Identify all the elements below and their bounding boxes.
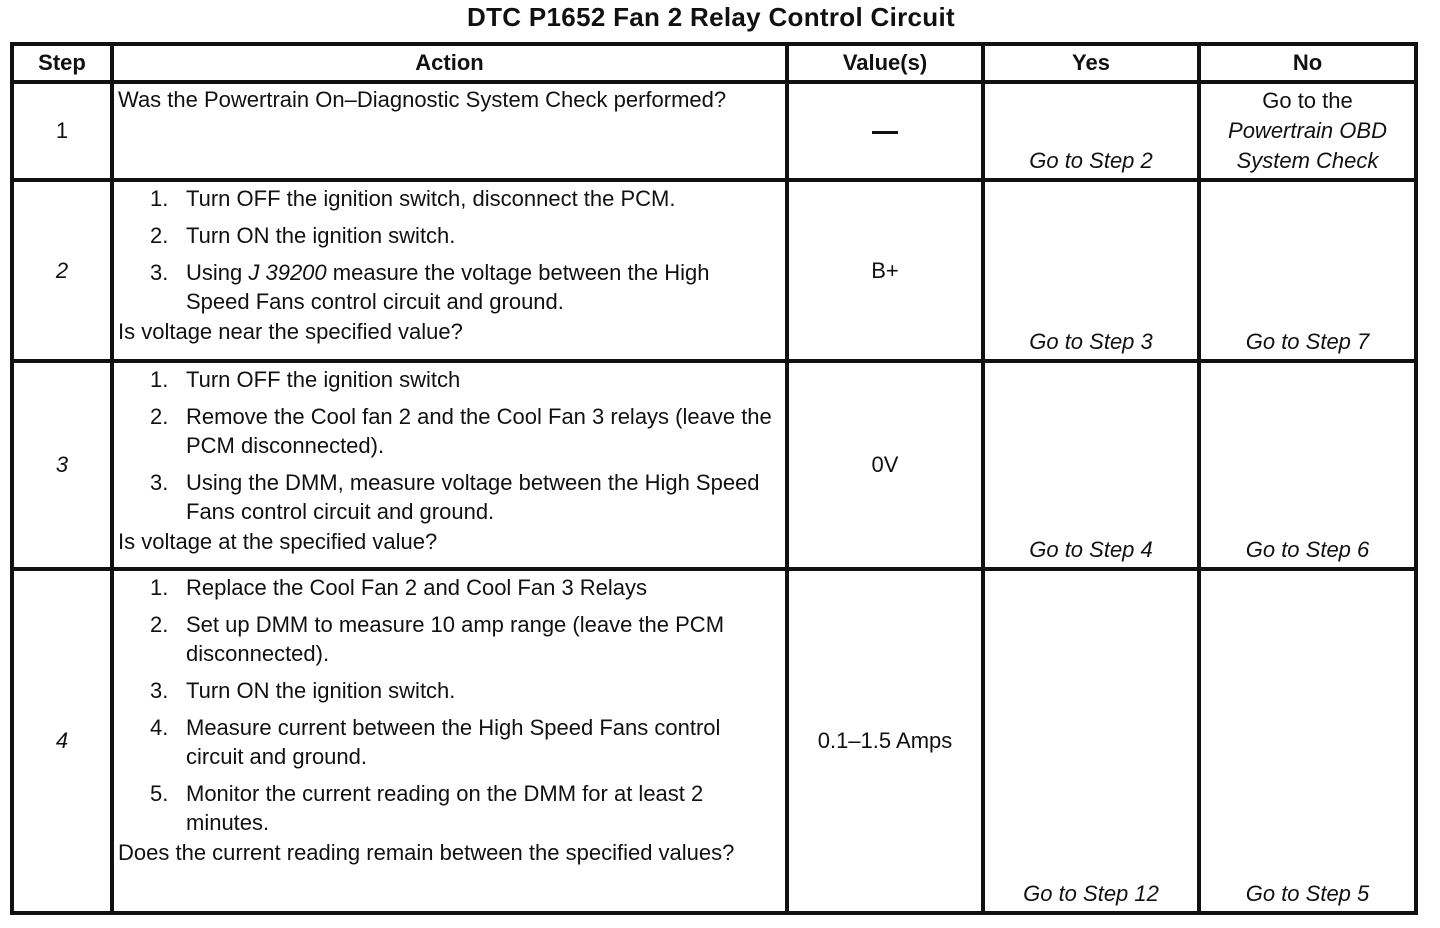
action-step: 2. Set up DMM to measure 10 amp range (leave the PCM disconnected). (150, 612, 725, 666)
document-title: DTC P1652 Fan 2 Relay Control Circuit (467, 2, 955, 32)
header-row (12, 44, 1416, 82)
action-step: 1. Turn OFF the ignition switch, disconnect the PCM. (150, 186, 676, 211)
action-steps (118, 184, 779, 316)
step-number: 4 (55, 728, 69, 753)
no-action: Go to Step 6 (1245, 537, 1370, 562)
value-cell (787, 361, 983, 569)
action-cell (112, 180, 787, 361)
no-action: Go to Step 5 (1245, 881, 1370, 906)
specified-value: B+ (871, 257, 899, 283)
specified-value: 0V (871, 452, 899, 477)
header-action: Action (112, 44, 787, 82)
yes-action: Go to Step 2 (1029, 148, 1153, 173)
yes-action: Go to Step 12 (1023, 881, 1159, 906)
no-action (1201, 84, 1414, 176)
step-number: 1 (55, 118, 69, 143)
action-step: 1. Turn OFF the ignition switch (150, 367, 461, 392)
step-number: 2 (55, 257, 69, 283)
action-step: 2. Remove the Cool fan 2 and the Cool Fan 3 relays (leave the PCM disconnected). (150, 404, 772, 458)
yes-action: Go to Step 4 (1029, 537, 1153, 562)
tool-reference: J 39200 (248, 260, 327, 285)
action-step: 1. Replace the Cool Fan 2 and Cool Fan 3 Relays (150, 575, 648, 600)
action-question: Was the Powertrain On–Diagnostic System Check performed? (118, 87, 727, 112)
action-cell (112, 82, 787, 180)
action-cell (112, 361, 787, 569)
action-step: 2. Turn ON the ignition switch. (150, 223, 456, 248)
value-cell (787, 569, 983, 913)
action-cell (112, 569, 787, 913)
header-step: Step (12, 44, 112, 82)
table-row (12, 180, 1416, 361)
action-step: 3. Using the DMM, measure voltage between the High Speed Fans control circuit and ground. (150, 470, 760, 524)
no-action: Go to Step 7 (1245, 329, 1370, 354)
yes-cell (983, 180, 1199, 361)
header-no: No (1199, 44, 1416, 82)
no-cell (1199, 82, 1416, 180)
action-step: 3. Turn ON the ignition switch. (150, 678, 456, 703)
step-cell (12, 180, 112, 361)
action-steps (118, 365, 779, 526)
action-step: 5. Monitor the current reading on the DMM for at least 2 minutes. (150, 781, 704, 835)
table-row (12, 569, 1416, 913)
value-cell (787, 82, 983, 180)
step-number: 3 (55, 452, 69, 477)
dash-glyph (872, 131, 898, 134)
diagnostic-table (10, 42, 1418, 915)
action-steps (118, 573, 779, 837)
step-cell (12, 82, 112, 180)
header-values: Value(s) (787, 44, 983, 82)
yes-cell (983, 361, 1199, 569)
no-action-target: Powertrain OBD System Check (1228, 118, 1387, 173)
specified-value: 0.1–1.5 Amps (817, 728, 953, 753)
no-cell (1199, 180, 1416, 361)
step-cell (12, 361, 112, 569)
action-question: Is voltage at the specified value? (118, 529, 438, 554)
action-question: Does the current reading remain between the specified values? (118, 840, 735, 865)
no-cell (1199, 569, 1416, 913)
no-cell (1199, 361, 1416, 569)
action-question: Is voltage near the specified value? (118, 319, 463, 344)
action-step: 3. Using J 39200 measure the voltage between the High Speed Fans control circuit and ground. (150, 260, 710, 314)
table-row (12, 82, 1416, 180)
value-cell (787, 180, 983, 361)
table-row (12, 361, 1416, 569)
yes-cell (983, 569, 1199, 913)
step-cell (12, 569, 112, 913)
no-action-prefix: Go to the (1262, 88, 1353, 113)
specified-value (789, 116, 981, 146)
header-yes: Yes (983, 44, 1199, 82)
yes-cell (983, 82, 1199, 180)
yes-action: Go to Step 3 (1029, 329, 1153, 354)
action-step: 4. Measure current between the High Speed Fans control circuit and ground. (150, 715, 721, 769)
